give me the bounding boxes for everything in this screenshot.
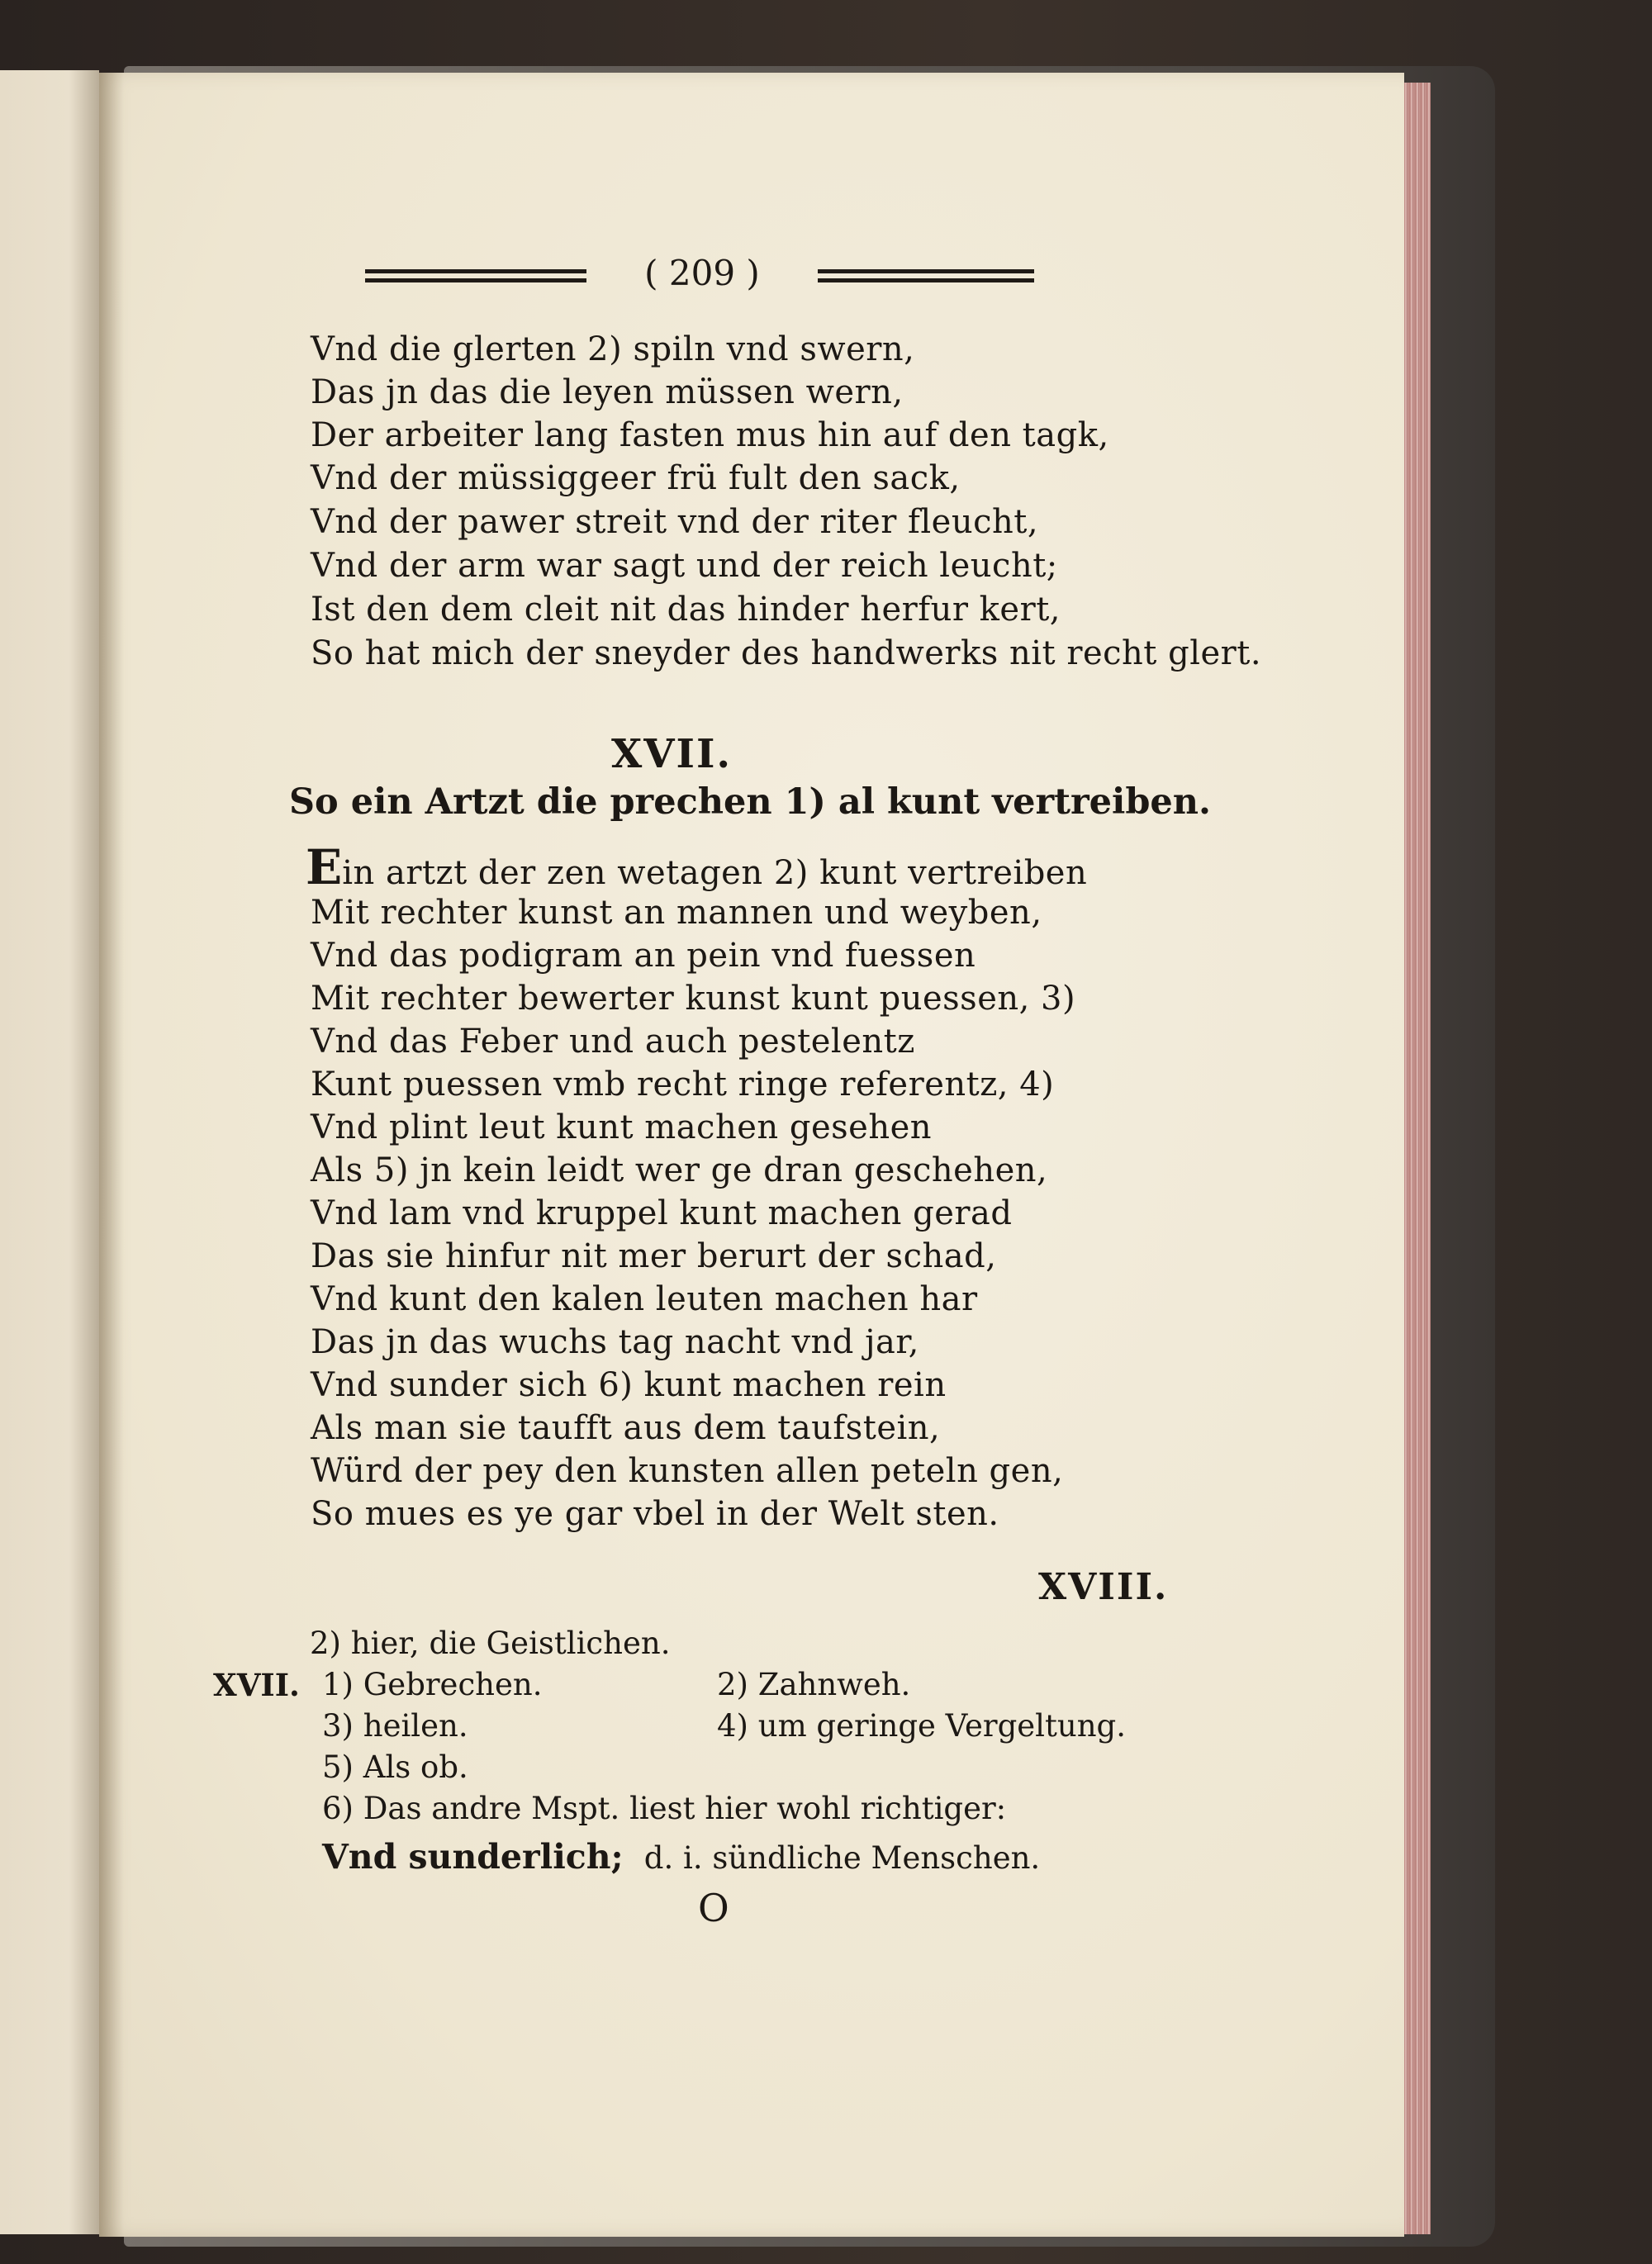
verse-line: Vnd der müssiggeer frü fult den sack, [311, 459, 961, 497]
verse-line: Vnd kunt den kalen leuten machen har [311, 1280, 978, 1318]
section-number: XVII. [611, 731, 733, 777]
verse-line: Vnd die glerten 2) spiln vnd swern, [311, 330, 915, 368]
verse-line: Als 5) jn kein leidt wer ge dran geschehen, [311, 1151, 1048, 1189]
header-rule-right [818, 269, 1034, 282]
verse-line: Vnd plint leut kunt machen gesehen [311, 1108, 933, 1146]
footnote-bold-reading: Vnd sunderlich; [322, 1837, 624, 1877]
footnote: 1) Gebrechen. [322, 1667, 543, 1702]
verse-line: Der arbeiter lang fasten mus hin auf den tagk, [311, 416, 1109, 454]
verse-line: Vnd das podigram an pein vnd fuessen [311, 937, 976, 975]
drop-capital: E [306, 839, 343, 895]
verse-line: Kunt puessen vmb recht ringe referentz, 4) [311, 1066, 1055, 1104]
verse-line: So mues es ye gar vbel in der Welt sten. [311, 1495, 999, 1533]
verse-line: So hat mich der sneyder des handwerks nit recht glert. [311, 634, 1262, 672]
footnote: 3) heilen. [322, 1708, 468, 1744]
verse-line: Mit rechter kunst an mannen und weyben, [311, 894, 1042, 932]
first-verse-line [306, 839, 1087, 895]
verse-line: Vnd sunder sich 6) kunt machen rein [311, 1366, 947, 1404]
page-gutter [99, 73, 124, 2237]
book-page [99, 73, 1404, 2237]
footnote: 4) um geringe Vergeltung. [717, 1708, 1126, 1744]
header-rule-left [365, 269, 586, 282]
catch-section-number: XVIII. [1038, 1566, 1169, 1608]
first-verse-text: in artzt der zen wetagen 2) kunt vertreiben [342, 854, 1088, 892]
footnote: 2) hier, die Geistlichen. [310, 1626, 671, 1661]
verse-line: Das jn das die leyen müssen wern, [311, 373, 904, 411]
footnote: 6) Das andre Mspt. liest hier wohl richtiger: [322, 1791, 1007, 1826]
verse-line: Vnd lam vnd kruppel kunt machen gerad [311, 1194, 1013, 1232]
catchword: O [698, 1886, 729, 1930]
verse-line: Ist den dem cleit nit das hinder herfur kert, [311, 591, 1061, 629]
footnote-gloss: d. i. sündliche Menschen. [643, 1840, 1041, 1876]
footnote: 5) Als ob. [322, 1749, 468, 1785]
verse-line: Mit rechter bewerter kunst kunt puessen, 3) [311, 980, 1076, 1018]
section-heading: So ein Artzt die prechen 1) al kunt vertreiben. [289, 781, 1212, 823]
footnote-label: XVII. [213, 1667, 300, 1703]
footnote-reading [322, 1837, 1040, 1877]
verse-line: Als man sie taufft aus dem taufstein, [311, 1409, 941, 1447]
page-number: ( 209 ) [644, 253, 760, 293]
verse-line: Das jn das wuchs tag nacht vnd jar, [311, 1323, 919, 1361]
verse-line: Würd der pey den kunsten allen peteln gen, [311, 1452, 1064, 1490]
verse-line: Vnd der pawer streit vnd der riter fleucht, [311, 503, 1039, 541]
verse-line: Vnd der arm war sagt und der reich leucht; [311, 547, 1058, 585]
verse-line: Vnd das Feber und auch pestelentz [311, 1023, 915, 1061]
facing-page-edge [0, 70, 99, 2234]
footnote: 2) Zahnweh. [717, 1667, 911, 1702]
page-header [99, 253, 1404, 302]
verse-line: Das sie hinfur nit mer berurt der schad, [311, 1237, 997, 1275]
